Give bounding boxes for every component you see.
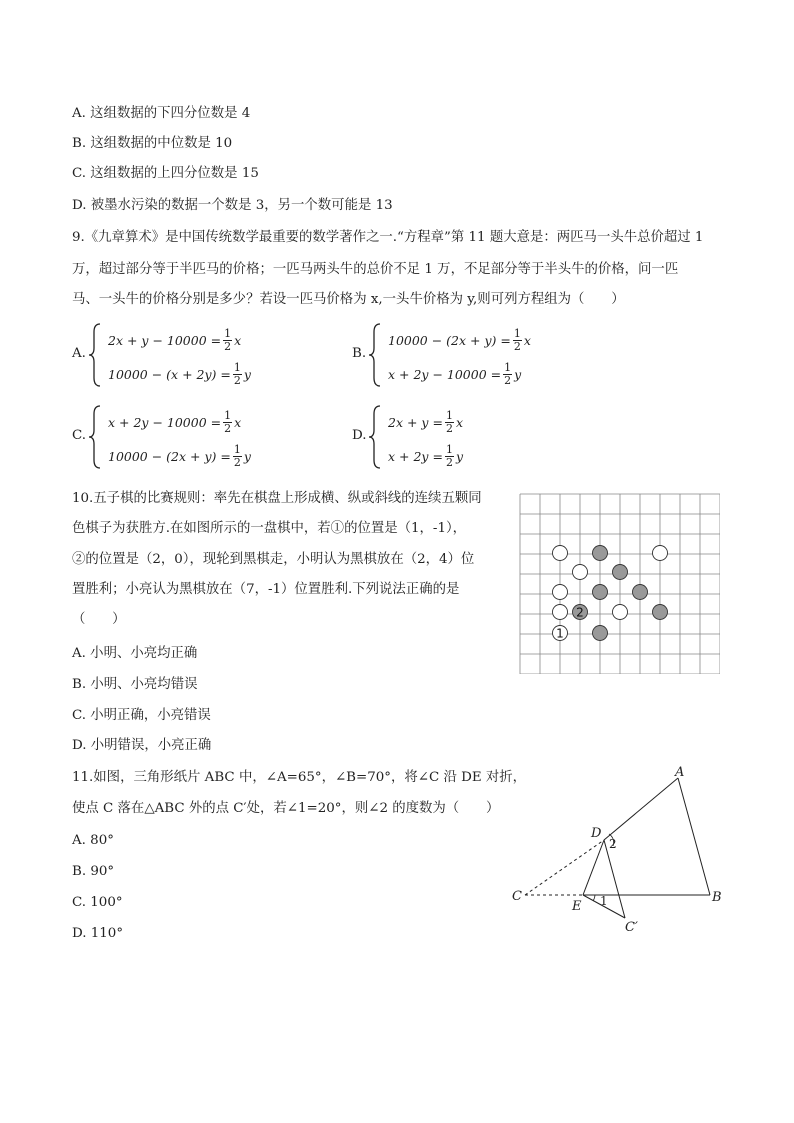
q9-stem-line1: 9.《九章算术》是中国传统数学最重要的数学著作之一.“方程章”第 11 题大意是：两匹马一头牛总价超过 1 — [72, 230, 704, 245]
label-d: D — [591, 826, 602, 841]
frac-num: 1 — [224, 409, 232, 422]
frac-den: 2 — [233, 456, 241, 469]
q9-c-eq1: x + 2y − 10000 = — [108, 415, 222, 430]
fold-line-de — [583, 840, 604, 895]
q9-option-c-label: C. — [72, 428, 87, 443]
frac-den: 2 — [513, 340, 521, 353]
q10-stem-line5: （ ） — [72, 612, 126, 627]
q9-option-b-label: B. — [352, 346, 367, 361]
frac-den: 2 — [233, 374, 241, 387]
marker-2-label: 2 — [576, 605, 584, 620]
label-angle-1: 1 — [600, 894, 608, 908]
q9-b-eq2-rhs: y — [514, 367, 522, 382]
dashed-cd — [525, 840, 604, 895]
brace-icon — [88, 322, 102, 388]
board-grid — [520, 494, 720, 674]
frac-den: 2 — [504, 374, 512, 387]
q11-option-b: B. 90° — [72, 864, 115, 879]
white-stone — [573, 565, 588, 580]
black-stone — [633, 585, 648, 600]
q10-stem-line1: 10.五子棋的比赛规则：率先在棋盘上形成横、纵或斜线的连续五颗同 — [72, 491, 482, 506]
label-c: C — [512, 889, 522, 904]
q9-a-eq1-rhs: x — [234, 333, 242, 348]
frac-den: 2 — [445, 422, 453, 435]
brace-icon — [368, 322, 382, 388]
brace-icon — [368, 404, 382, 470]
black-stone — [593, 546, 608, 561]
label-c-prime: C′ — [625, 920, 638, 935]
frac-num: 1 — [233, 361, 241, 374]
frac-den: 2 — [224, 422, 232, 435]
q9-a-eq1: 2x + y − 10000 = — [108, 333, 222, 348]
angle-1-arc — [593, 895, 595, 901]
q9-c-eq2-rhs: y — [243, 449, 251, 464]
q10-stem-line4: 置胜利；小亮认为黑棋放在（7，-1）位置胜利.下列说法正确的是 — [72, 582, 460, 597]
triangle-fold-figure — [505, 764, 740, 939]
q11-stem-line2: 使点 C 落在△ABC 外的点 C′处，若∠1=20°，则∠2 的度数为（ ） — [72, 801, 500, 816]
white-stone — [553, 605, 568, 620]
q9-a-eq2: 10000 − (x + 2y) = — [108, 367, 231, 382]
black-stone — [593, 626, 608, 641]
q9-d-eq2: x + 2y = — [388, 449, 443, 464]
label-b: B — [712, 890, 722, 905]
q9-c-eq2: 10000 − (2x + y) = — [108, 449, 231, 464]
q9-a-eq2-rhs: y — [243, 367, 251, 382]
label-a: A — [675, 765, 685, 780]
black-stone — [613, 565, 628, 580]
black-stone — [593, 585, 608, 600]
frac-num: 1 — [445, 409, 453, 422]
q10-option-d: D. 小明错误，小亮正确 — [72, 738, 212, 753]
frac-num: 1 — [504, 361, 512, 374]
q9-option-c — [72, 404, 332, 474]
q10-option-b: B. 小明、小亮均错误 — [72, 677, 198, 692]
brace-icon — [88, 404, 102, 470]
q9-d-eq1: 2x + y = — [388, 415, 443, 430]
q11-option-a: A. 80° — [72, 833, 114, 848]
q11-stem-line1: 11.如图，三角形纸片 ABC 中，∠A=65°，∠B=70°，将∠C 沿 DE 对折， — [72, 770, 527, 785]
q10-stem-line2: 色棋子为获胜方.在如图所示的一盘棋中，若①的位置是（1，-1）， — [72, 521, 467, 536]
gomoku-board-figure — [518, 492, 720, 674]
q11-option-d: D. 110° — [72, 926, 124, 941]
white-stone — [653, 546, 668, 561]
q10-option-a: A. 小明、小亮均正确 — [72, 646, 198, 661]
q9-option-a-label: A. — [72, 346, 86, 361]
q9-c-eq1-rhs: x — [234, 415, 242, 430]
frac-den: 2 — [224, 340, 232, 353]
q9-option-d — [352, 404, 612, 474]
side-da — [604, 778, 678, 840]
white-stone — [553, 546, 568, 561]
q8-option-d: D. 被墨水污染的数据一个数是 3，另一个数可能是 13 — [72, 198, 393, 213]
side-ab — [678, 778, 710, 895]
frac-num: 1 — [513, 327, 521, 340]
q9-b-eq1-rhs: x — [523, 333, 531, 348]
q9-option-a — [72, 322, 332, 392]
q10-stem-line3: ②的位置是（2，0），现轮到黑棋走，小明认为黑棋放在（2，4）位 — [72, 552, 475, 567]
q8-option-c: C. 这组数据的上四分位数是 15 — [72, 166, 259, 181]
q9-b-eq2: x + 2y − 10000 = — [388, 367, 502, 382]
white-stone — [553, 585, 568, 600]
q8-option-a: A. 这组数据的下四分位数是 4 — [72, 106, 251, 121]
label-angle-2: 2 — [609, 837, 617, 851]
black-stone — [653, 605, 668, 620]
q11-option-c: C. 100° — [72, 895, 123, 910]
q9-option-b — [352, 322, 612, 392]
frac-num: 1 — [224, 327, 232, 340]
frac-num: 1 — [445, 443, 453, 456]
white-stone — [613, 605, 628, 620]
q9-b-eq1: 10000 − (2x + y) = — [388, 333, 511, 348]
q9-d-eq1-rhs: x — [455, 415, 463, 430]
frac-num: 1 — [233, 443, 241, 456]
q9-stem-line2: 万，超过部分等于半匹马的价格；一匹马两头牛的总价不足 1 万，不足部分等于半头牛的价格，问一匹 — [72, 262, 679, 277]
label-e: E — [572, 899, 582, 914]
q8-option-b: B. 这组数据的中位数是 10 — [72, 136, 233, 151]
q9-stem-line3: 马、一头牛的价格分别是多少？若设一匹马价格为 x,一头牛价格为 y,则可列方程组为（ ） — [72, 292, 625, 307]
stones — [553, 546, 668, 641]
q9-d-eq2-rhs: y — [455, 449, 463, 464]
marker-1-label: 1 — [556, 626, 564, 641]
frac-den: 2 — [445, 456, 453, 469]
q9-option-d-label: D. — [352, 428, 367, 443]
q10-option-c: C. 小明正确，小亮错误 — [72, 708, 211, 723]
